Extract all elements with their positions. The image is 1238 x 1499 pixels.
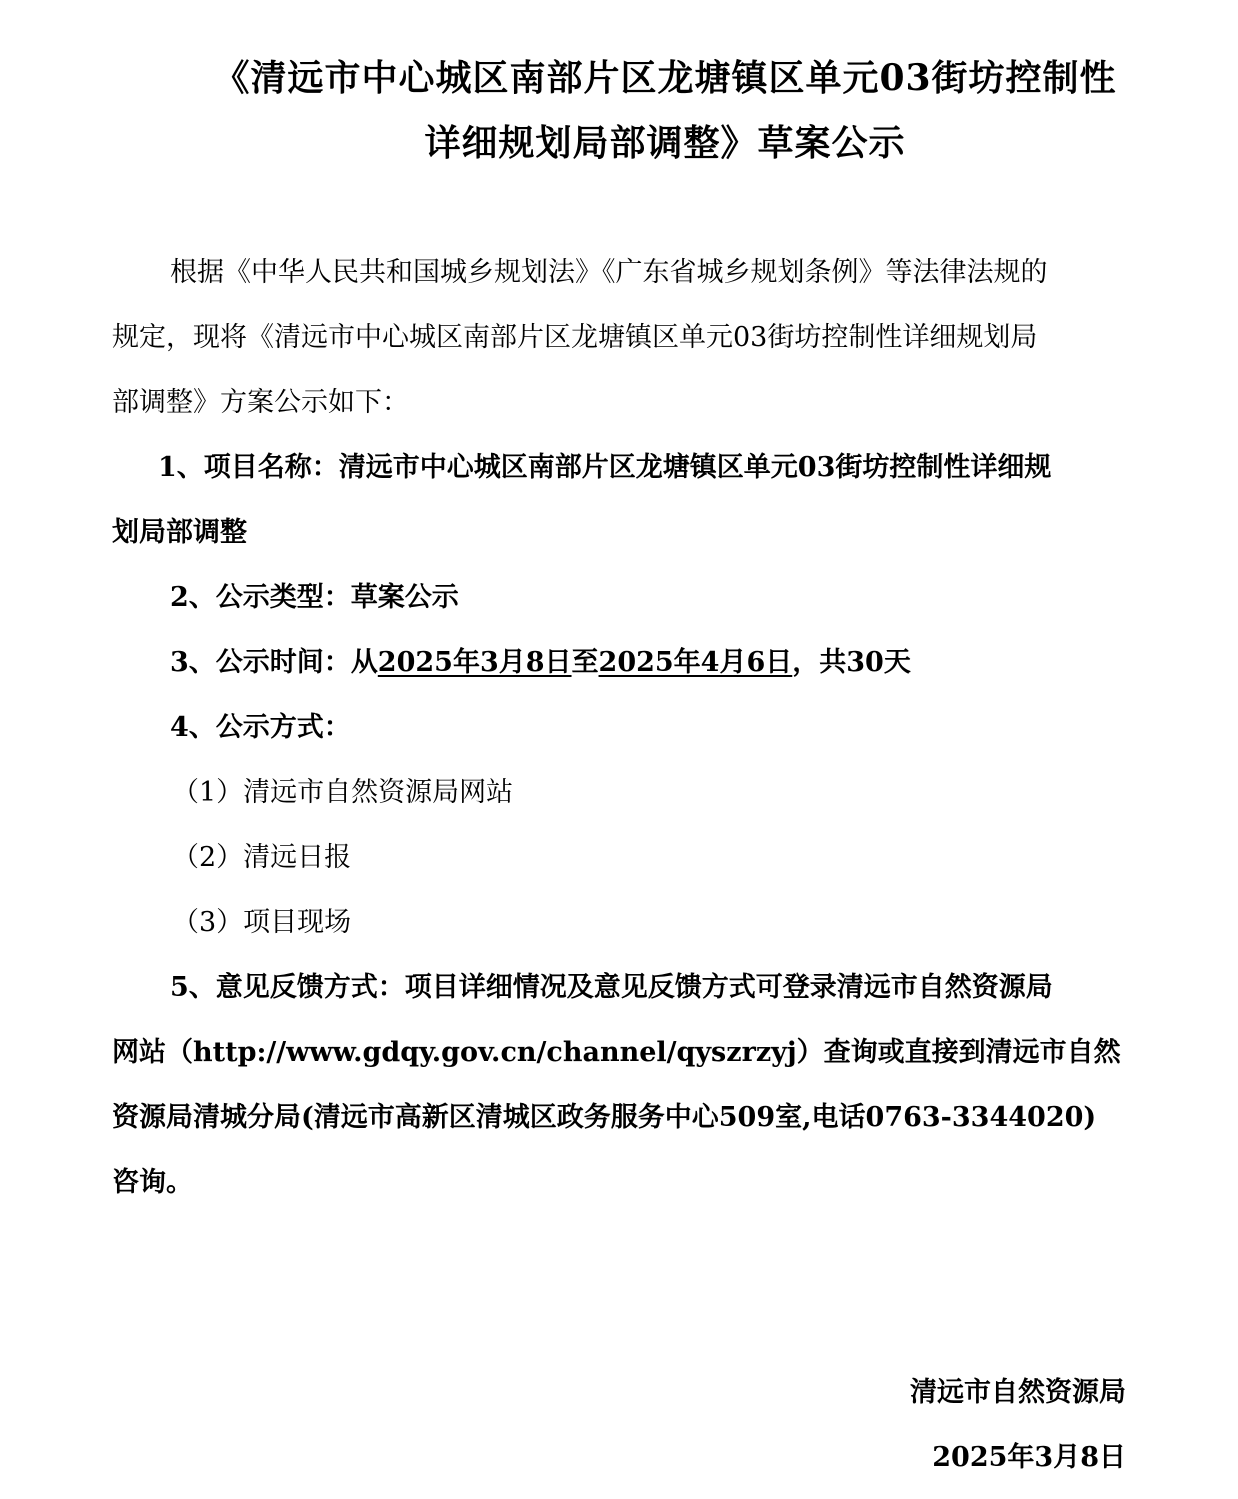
title-line-1: 《清远市中心城区南部片区龙塘镇区单元03街坊控制性 <box>213 57 1117 99</box>
notice-method-website: （1）清远市自然资源局网站 <box>172 777 514 808</box>
item-feedback-line-3: 资源局清城分局(清远市高新区清城区政务服务中心509室,电话0763-3344020) <box>112 1102 1097 1133</box>
notice-period-suffix: ，共30天 <box>792 647 911 678</box>
item-feedback-line-4: 咨询。 <box>112 1167 193 1198</box>
signature-date: 2025年3月8日 <box>932 1442 1126 1473</box>
item-feedback-line-2 <box>112 1030 1121 1069</box>
item-notice-type: 2、公示类型：草案公示 <box>170 582 459 613</box>
item-notice-period <box>170 640 911 679</box>
notice-method-site: （3）项目现场 <box>172 907 352 938</box>
signature-org: 清远市自然资源局 <box>910 1377 1126 1408</box>
item-project-name-line-2: 划局部调整 <box>112 517 247 548</box>
intro-line-2: 规定，现将《清远市中心城区南部片区龙塘镇区单元03街坊控制性详细规划局 <box>112 322 1038 353</box>
item-project-name-line-1: 1、项目名称：清远市中心城区南部片区龙塘镇区单元03街坊控制性详细规 <box>158 452 1052 483</box>
item-feedback-line-1: 5、意见反馈方式：项目详细情况及意见反馈方式可登录清远市自然资源局 <box>170 972 1053 1003</box>
item-notice-methods-label: 4、公示方式： <box>170 712 351 743</box>
intro-line-3: 部调整》方案公示如下： <box>112 387 409 418</box>
notice-period-prefix: 3、公示时间：从 <box>170 647 378 678</box>
notice-period-middle: 至 <box>571 647 599 678</box>
notice-end-date: 2025年4月6日 <box>598 647 793 678</box>
intro-line-1: 根据《中华人民共和国城乡规划法》《广东省城乡规划条例》等法律法规的 <box>170 257 1048 288</box>
notice-start-date: 2025年3月8日 <box>377 647 572 678</box>
title-line-2: 详细规划局部调整》草案公示 <box>424 122 906 164</box>
notice-method-newspaper: （2）清远日报 <box>172 842 352 873</box>
feedback-line-2-text: 网站（http://www.gdqy.gov.cn/channel/qyszrzyj）查询或直接到清远市自然 <box>112 1037 1121 1068</box>
